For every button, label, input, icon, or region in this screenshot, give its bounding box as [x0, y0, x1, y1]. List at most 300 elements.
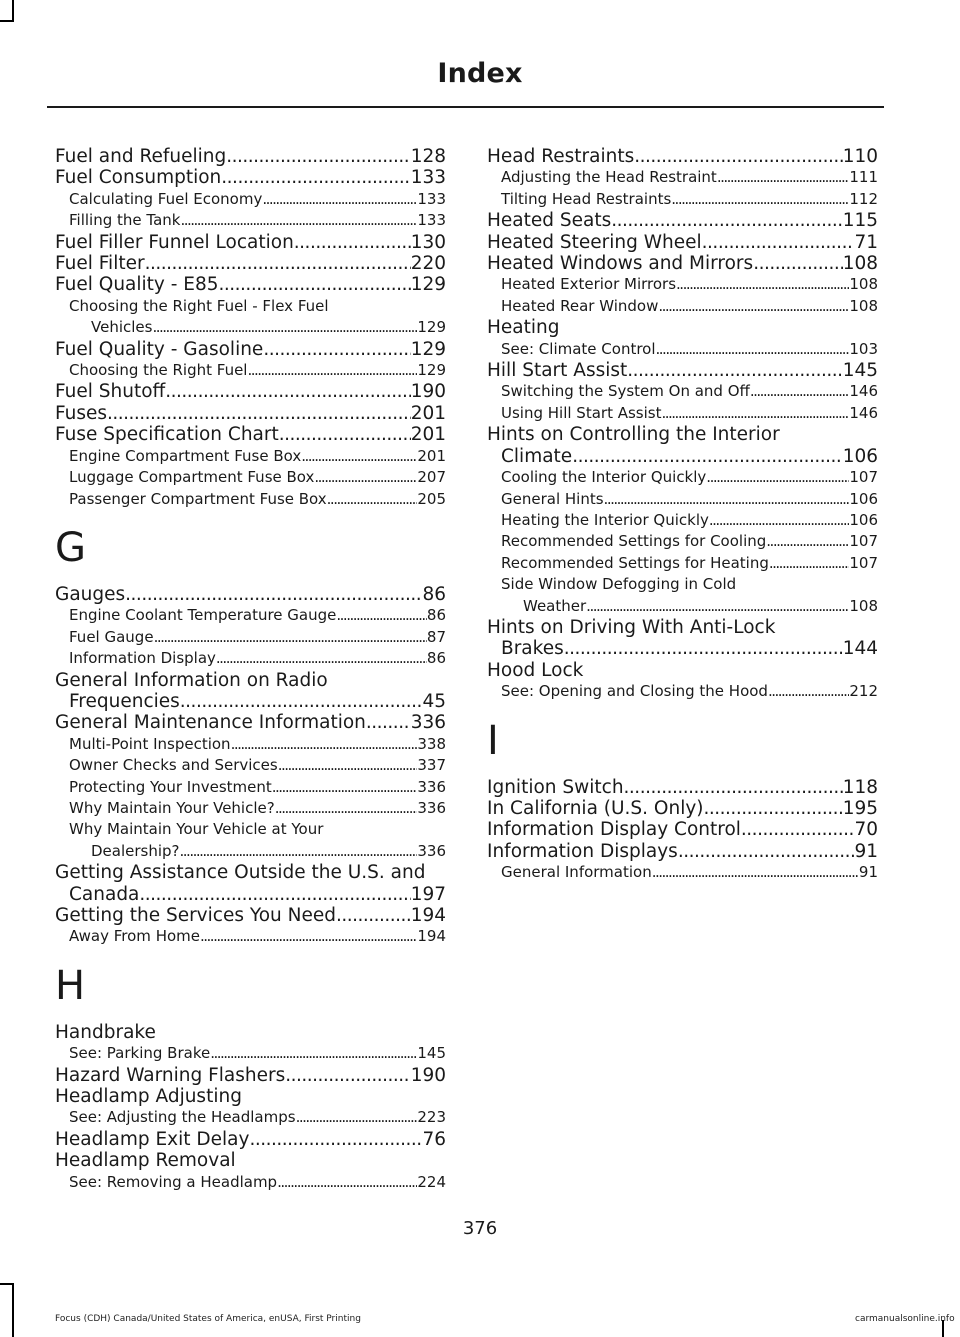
entry-text: Head Restraints — [487, 146, 635, 167]
dot-leader — [263, 339, 410, 360]
entry-row — [501, 510, 878, 531]
entry-row — [69, 798, 446, 819]
entry-page-number: 336 — [417, 841, 446, 860]
index-subentry — [487, 403, 878, 424]
entry-page-number: 118 — [842, 776, 878, 798]
entry-row — [501, 274, 878, 295]
title-divider — [47, 106, 884, 108]
index-subentry — [55, 1172, 446, 1193]
entry-row — [501, 189, 878, 210]
crop-mark-bottom-left — [12, 1283, 14, 1337]
entry-row — [55, 905, 446, 926]
entry-text: Heated Windows and Mirrors — [487, 253, 754, 275]
dot-leader — [327, 489, 418, 510]
entry-page-number: 338 — [417, 734, 446, 753]
dot-leader — [277, 1172, 417, 1193]
index-subentry — [55, 777, 446, 798]
dot-leader — [107, 403, 411, 424]
dot-leader — [314, 467, 417, 488]
entry-row — [69, 1172, 446, 1193]
dot-leader — [656, 339, 850, 360]
index-subentry — [487, 167, 878, 188]
entry-page-number: 337 — [417, 756, 446, 775]
crop-mark-top-left — [12, 0, 14, 20]
entry-row — [501, 339, 878, 360]
entry-row — [69, 317, 446, 338]
crop-mark-top-left-h — [0, 20, 14, 22]
entry-page-number: 91 — [854, 840, 878, 862]
entry-row — [55, 691, 446, 712]
entry-page-number: 336 — [410, 712, 446, 734]
dot-leader — [366, 712, 411, 733]
dot-leader — [704, 798, 843, 819]
index-entry — [487, 798, 878, 819]
entry-page-number: 108 — [849, 275, 878, 294]
index-subentry — [55, 605, 446, 626]
entry-page-number: 197 — [410, 883, 446, 905]
index-entry — [55, 339, 446, 360]
index-entry — [55, 424, 446, 445]
entry-text: See: Parking Brake — [69, 1044, 211, 1063]
index-entry — [487, 424, 878, 467]
index-entry — [55, 232, 446, 253]
entry-text: Brakes — [501, 638, 564, 660]
entry-row — [487, 146, 878, 167]
entry-text: Hill Start Assist — [487, 360, 628, 382]
dot-leader — [125, 584, 422, 605]
index-entry — [55, 670, 446, 713]
dot-leader — [627, 360, 842, 381]
entry-page-number: 336 — [417, 798, 446, 817]
entry-row — [69, 1107, 446, 1128]
entry-text: Cooling the Interior Quickly — [501, 468, 707, 487]
entry-row — [501, 681, 878, 702]
dot-leader — [702, 232, 855, 253]
entry-row — [55, 381, 446, 402]
dot-leader — [572, 446, 842, 467]
entry-row — [55, 884, 446, 905]
index-column-left — [55, 146, 446, 1193]
entry-page-number: 133 — [417, 189, 446, 208]
entry-text: Heated Rear Window — [501, 296, 659, 315]
dot-leader — [221, 167, 410, 188]
entry-text: Passenger Compartment Fuse Box — [69, 489, 327, 508]
entry-text: See: Climate Control — [501, 339, 656, 358]
entry-row — [69, 755, 446, 776]
dot-leader — [180, 210, 417, 231]
entry-page-number: 133 — [410, 167, 446, 189]
entry-page-number: 129 — [410, 338, 446, 360]
dot-leader — [275, 798, 418, 819]
entry-text: See: Removing a Headlamp — [69, 1172, 278, 1191]
entry-text: Owner Checks and Services — [69, 756, 278, 775]
index-subentry — [55, 819, 446, 862]
entry-page-number: 86 — [426, 649, 446, 668]
entry-row — [501, 596, 878, 617]
entry-text: Adjusting the Head Restraint — [501, 168, 717, 187]
entry-page-number: 129 — [417, 361, 446, 380]
entry-text: Calculating Fuel Economy — [69, 189, 263, 208]
entry-text: General Hints — [501, 489, 604, 508]
entry-text: See: Opening and Closing the Hood — [501, 682, 768, 701]
entry-text: Fuse Specification Chart — [55, 424, 279, 446]
dot-leader — [180, 691, 423, 712]
entry-page-number: 223 — [417, 1108, 446, 1127]
dot-leader — [278, 755, 418, 776]
entry-row — [487, 253, 878, 274]
entry-page-number: 103 — [849, 339, 878, 358]
index-subentry — [487, 510, 878, 531]
index-entry — [487, 777, 878, 798]
entry-page-number: 129 — [417, 318, 446, 337]
dot-leader — [624, 777, 843, 798]
entry-row — [487, 638, 878, 659]
dot-leader — [564, 638, 843, 659]
entry-row — [501, 296, 878, 317]
dot-leader — [634, 146, 842, 167]
entry-row — [55, 403, 446, 424]
index-entry — [487, 360, 878, 381]
entry-page-number: 194 — [417, 927, 446, 946]
index-subentry — [55, 467, 446, 488]
entry-page-number: 112 — [849, 189, 878, 208]
entry-text: Fuel Gauge — [69, 627, 154, 646]
index-subentry — [55, 648, 446, 669]
entry-text: Fuel Shutoff — [55, 381, 166, 403]
entry-page-number: 108 — [849, 596, 878, 615]
dot-leader — [200, 926, 417, 947]
dot-leader — [249, 1129, 422, 1150]
index-entry — [55, 381, 446, 402]
entry-text: Multi-Point Inspection — [69, 734, 231, 753]
entry-page-number: 86 — [422, 583, 446, 605]
entry-page-number: 70 — [854, 819, 878, 841]
index-entry — [55, 167, 446, 188]
index-subentry — [55, 627, 446, 648]
entry-row — [55, 339, 446, 360]
entry-page-number: 129 — [410, 274, 446, 296]
entry-text: Information Display — [69, 649, 216, 668]
dot-leader — [216, 648, 427, 669]
index-subentry — [55, 755, 446, 776]
index-subentry — [55, 734, 446, 755]
entry-row — [501, 489, 878, 510]
entry-page-number: 115 — [842, 210, 878, 232]
index-entry — [487, 210, 878, 231]
index-entry — [487, 253, 878, 274]
entry-row — [69, 360, 446, 381]
index-entry — [55, 1065, 446, 1086]
entry-text: Heated Steering Wheel — [487, 231, 702, 253]
entry-row — [487, 798, 878, 819]
page-title: Index — [437, 58, 523, 89]
dot-leader — [226, 146, 410, 167]
dot-leader — [661, 403, 849, 424]
entry-text-first-line: Hints on Driving With Anti-Lock — [487, 616, 776, 638]
section-letter: H — [55, 962, 86, 1009]
entry-row — [487, 841, 878, 862]
entry-text: Away From Home — [69, 927, 200, 946]
index-subentry — [55, 360, 446, 381]
index-entry — [55, 1129, 446, 1150]
dot-leader — [262, 189, 417, 210]
dot-leader — [766, 531, 849, 552]
index-heading: Heating — [487, 317, 560, 339]
entry-page-number: 212 — [849, 682, 878, 701]
dot-leader — [676, 274, 849, 295]
entry-row — [487, 232, 878, 253]
entry-page-number: 133 — [417, 211, 446, 230]
index-subentry — [487, 339, 878, 360]
entry-text: Hazard Warning Flashers — [55, 1064, 286, 1086]
entry-page-number: 190 — [410, 1064, 446, 1086]
index-entry — [487, 819, 878, 840]
dot-leader — [301, 446, 417, 467]
entry-row — [55, 1065, 446, 1086]
dot-leader — [165, 381, 410, 402]
index-entry — [55, 712, 446, 733]
entry-text: Filling the Tank — [69, 211, 181, 230]
entry-row — [69, 446, 446, 467]
index-entry — [55, 274, 446, 295]
index-subentry — [55, 210, 446, 231]
entry-page-number: 110 — [842, 146, 878, 167]
dot-leader — [769, 553, 849, 574]
dot-leader — [285, 1065, 410, 1086]
entry-row — [501, 553, 878, 574]
index-subentry — [487, 381, 878, 402]
entry-page-number: 76 — [422, 1128, 446, 1150]
entry-text-first-line: Hints on Controlling the Interior — [487, 424, 780, 446]
dot-leader — [231, 734, 418, 755]
dot-leader — [717, 167, 850, 188]
entry-page-number: 128 — [410, 146, 446, 167]
entry-page-number: 108 — [849, 296, 878, 315]
entry-page-number: 107 — [849, 553, 878, 572]
entry-row — [487, 819, 878, 840]
entry-row — [55, 232, 446, 253]
entry-text: Climate — [501, 445, 573, 467]
index-subentry — [487, 296, 878, 317]
dot-leader — [604, 489, 850, 510]
entry-row — [487, 777, 878, 798]
entry-text: Heated Seats — [487, 210, 612, 232]
entry-text-first-line: Side Window Defogging in Cold — [501, 575, 737, 594]
entry-row — [69, 734, 446, 755]
index-entry — [55, 403, 446, 424]
entry-page-number: 107 — [849, 468, 878, 487]
entry-text: Why Maintain Your Vehicle? — [69, 798, 275, 817]
footer-text: Focus (CDH) Canada/United States of America, enUSA, First Printing — [55, 1314, 361, 1324]
index-subentry — [487, 189, 878, 210]
watermark: carmanualsonline.info — [855, 1314, 955, 1324]
index-entry — [55, 584, 446, 605]
dot-leader — [219, 274, 411, 295]
section-letter: I — [487, 717, 499, 764]
index-subentry — [55, 189, 446, 210]
index-entry — [487, 146, 878, 167]
entry-row — [69, 210, 446, 231]
entry-row — [55, 253, 446, 274]
dot-leader — [336, 905, 411, 926]
dot-leader — [741, 819, 855, 840]
index-entry — [55, 905, 446, 926]
entry-page-number: 106 — [849, 489, 878, 508]
entry-row — [501, 403, 878, 424]
entry-page-number: 146 — [849, 403, 878, 422]
entry-page-number: 145 — [842, 360, 878, 382]
entry-row — [69, 926, 446, 947]
entry-page-number: 201 — [410, 424, 446, 446]
entry-row — [501, 862, 878, 883]
entry-text: Tilting Head Restraints — [501, 189, 672, 208]
entry-text: General Maintenance Information — [55, 712, 366, 734]
dot-leader — [154, 627, 427, 648]
dot-leader — [709, 510, 849, 531]
index-subentry — [487, 274, 878, 295]
dot-leader — [210, 1043, 417, 1064]
entry-text: Switching the System On and Off — [501, 382, 750, 401]
dot-leader — [611, 210, 842, 231]
entry-row — [69, 648, 446, 669]
entry-text: Fuel Filter — [55, 253, 145, 275]
entry-page-number: 71 — [854, 231, 878, 253]
entry-row — [69, 605, 446, 626]
index-entry — [55, 862, 446, 905]
entry-text: Fuel and Refueling — [55, 146, 227, 167]
entry-text: Ignition Switch — [487, 776, 624, 798]
index-subentry — [487, 574, 878, 617]
dot-leader — [586, 596, 849, 617]
entry-text: Heating the Interior Quickly — [501, 510, 709, 529]
entry-page-number: 45 — [422, 690, 446, 712]
entry-row — [55, 584, 446, 605]
entry-page-number: 207 — [417, 468, 446, 487]
index-subentry — [55, 798, 446, 819]
entry-text: Heated Exterior Mirrors — [501, 275, 677, 294]
dot-leader — [336, 605, 427, 626]
index-subentry — [55, 489, 446, 510]
entry-text: Using Hill Start Assist — [501, 403, 662, 422]
entry-page-number: 190 — [410, 381, 446, 403]
index-subentry — [487, 467, 878, 488]
dot-leader — [279, 424, 411, 445]
dot-leader — [294, 232, 411, 253]
entry-page-number: 205 — [417, 489, 446, 508]
index-entry — [55, 146, 446, 167]
entry-row — [69, 777, 446, 798]
index-heading: Headlamp Adjusting — [55, 1086, 242, 1108]
dot-leader — [139, 884, 410, 905]
entry-row — [501, 167, 878, 188]
entry-page-number: 145 — [417, 1044, 446, 1063]
entry-text: Information Display Control — [487, 819, 741, 841]
entry-row — [55, 274, 446, 295]
dot-leader — [706, 467, 849, 488]
entry-page-number: 146 — [849, 382, 878, 401]
entry-text: Weather — [523, 596, 587, 615]
dot-leader — [152, 317, 417, 338]
dot-leader — [671, 189, 849, 210]
entry-text: Fuel Quality - E85 — [55, 274, 219, 296]
entry-text: Vehicles — [91, 318, 153, 337]
entry-page-number: 224 — [417, 1172, 446, 1191]
entry-row — [55, 167, 446, 188]
entry-text: Headlamp Exit Delay — [55, 1128, 250, 1150]
index-subentry — [55, 1107, 446, 1128]
entry-text-first-line: Choosing the Right Fuel - Flex Fuel — [69, 296, 329, 315]
entry-page-number: 220 — [410, 253, 446, 275]
entry-text: Fuel Consumption — [55, 167, 222, 189]
entry-text: In California (U.S. Only) — [487, 797, 704, 819]
entry-row — [69, 841, 446, 862]
entry-page-number: 194 — [410, 905, 446, 926]
index-subentry — [487, 862, 878, 883]
index-heading: Hood Lock — [487, 659, 584, 681]
entry-row — [55, 146, 446, 167]
entry-page-number: 86 — [426, 606, 446, 625]
entry-text: Choosing the Right Fuel — [69, 361, 248, 380]
entry-text: See: Adjusting the Headlamps — [69, 1108, 296, 1127]
entry-text: Protecting Your Investment — [69, 777, 272, 796]
dot-leader — [272, 777, 418, 798]
entry-row — [501, 531, 878, 552]
dot-leader — [145, 253, 411, 274]
section-letter: G — [55, 524, 86, 571]
entry-row — [69, 467, 446, 488]
entry-page-number: 130 — [410, 231, 446, 253]
entry-page-number: 108 — [842, 253, 878, 275]
crop-mark-bottom-left-h — [0, 1283, 14, 1285]
entry-row — [487, 360, 878, 381]
dot-leader — [180, 841, 418, 862]
index-subentry — [55, 446, 446, 467]
entry-text: Fuel Filler Funnel Location — [55, 231, 294, 253]
entry-page-number: 201 — [417, 446, 446, 465]
entry-text: Recommended Settings for Cooling — [501, 532, 767, 551]
dot-leader — [247, 360, 417, 381]
entry-page-number: 201 — [410, 402, 446, 424]
entry-text-first-line: Getting Assistance Outside the U.S. and — [55, 862, 426, 884]
entry-row — [501, 467, 878, 488]
entry-row — [55, 1129, 446, 1150]
entry-row — [69, 1043, 446, 1064]
index-entry — [487, 617, 878, 660]
entry-row — [487, 210, 878, 231]
index-subentry — [487, 553, 878, 574]
entry-row — [55, 424, 446, 445]
entry-text: Fuses — [55, 402, 108, 424]
index-subentry — [55, 1043, 446, 1064]
dot-leader — [750, 381, 850, 402]
entry-row — [501, 381, 878, 402]
entry-page-number: 87 — [426, 627, 446, 646]
dot-leader — [753, 253, 843, 274]
index-entry — [487, 232, 878, 253]
entry-page-number: 107 — [849, 532, 878, 551]
index-subentry — [55, 926, 446, 947]
entry-page-number: 106 — [849, 510, 878, 529]
index-subentry — [487, 681, 878, 702]
entry-text: Recommended Settings for Heating — [501, 553, 769, 572]
index-heading: Handbrake — [55, 1021, 156, 1043]
entry-text: Engine Coolant Temperature Gauge — [69, 606, 337, 625]
dot-leader — [678, 841, 855, 862]
entry-text: Dealership? — [91, 841, 180, 860]
entry-text: Fuel Quality - Gasoline — [55, 338, 264, 360]
entry-text: Engine Compartment Fuse Box — [69, 446, 302, 465]
entry-text: Getting the Services You Need — [55, 905, 336, 926]
